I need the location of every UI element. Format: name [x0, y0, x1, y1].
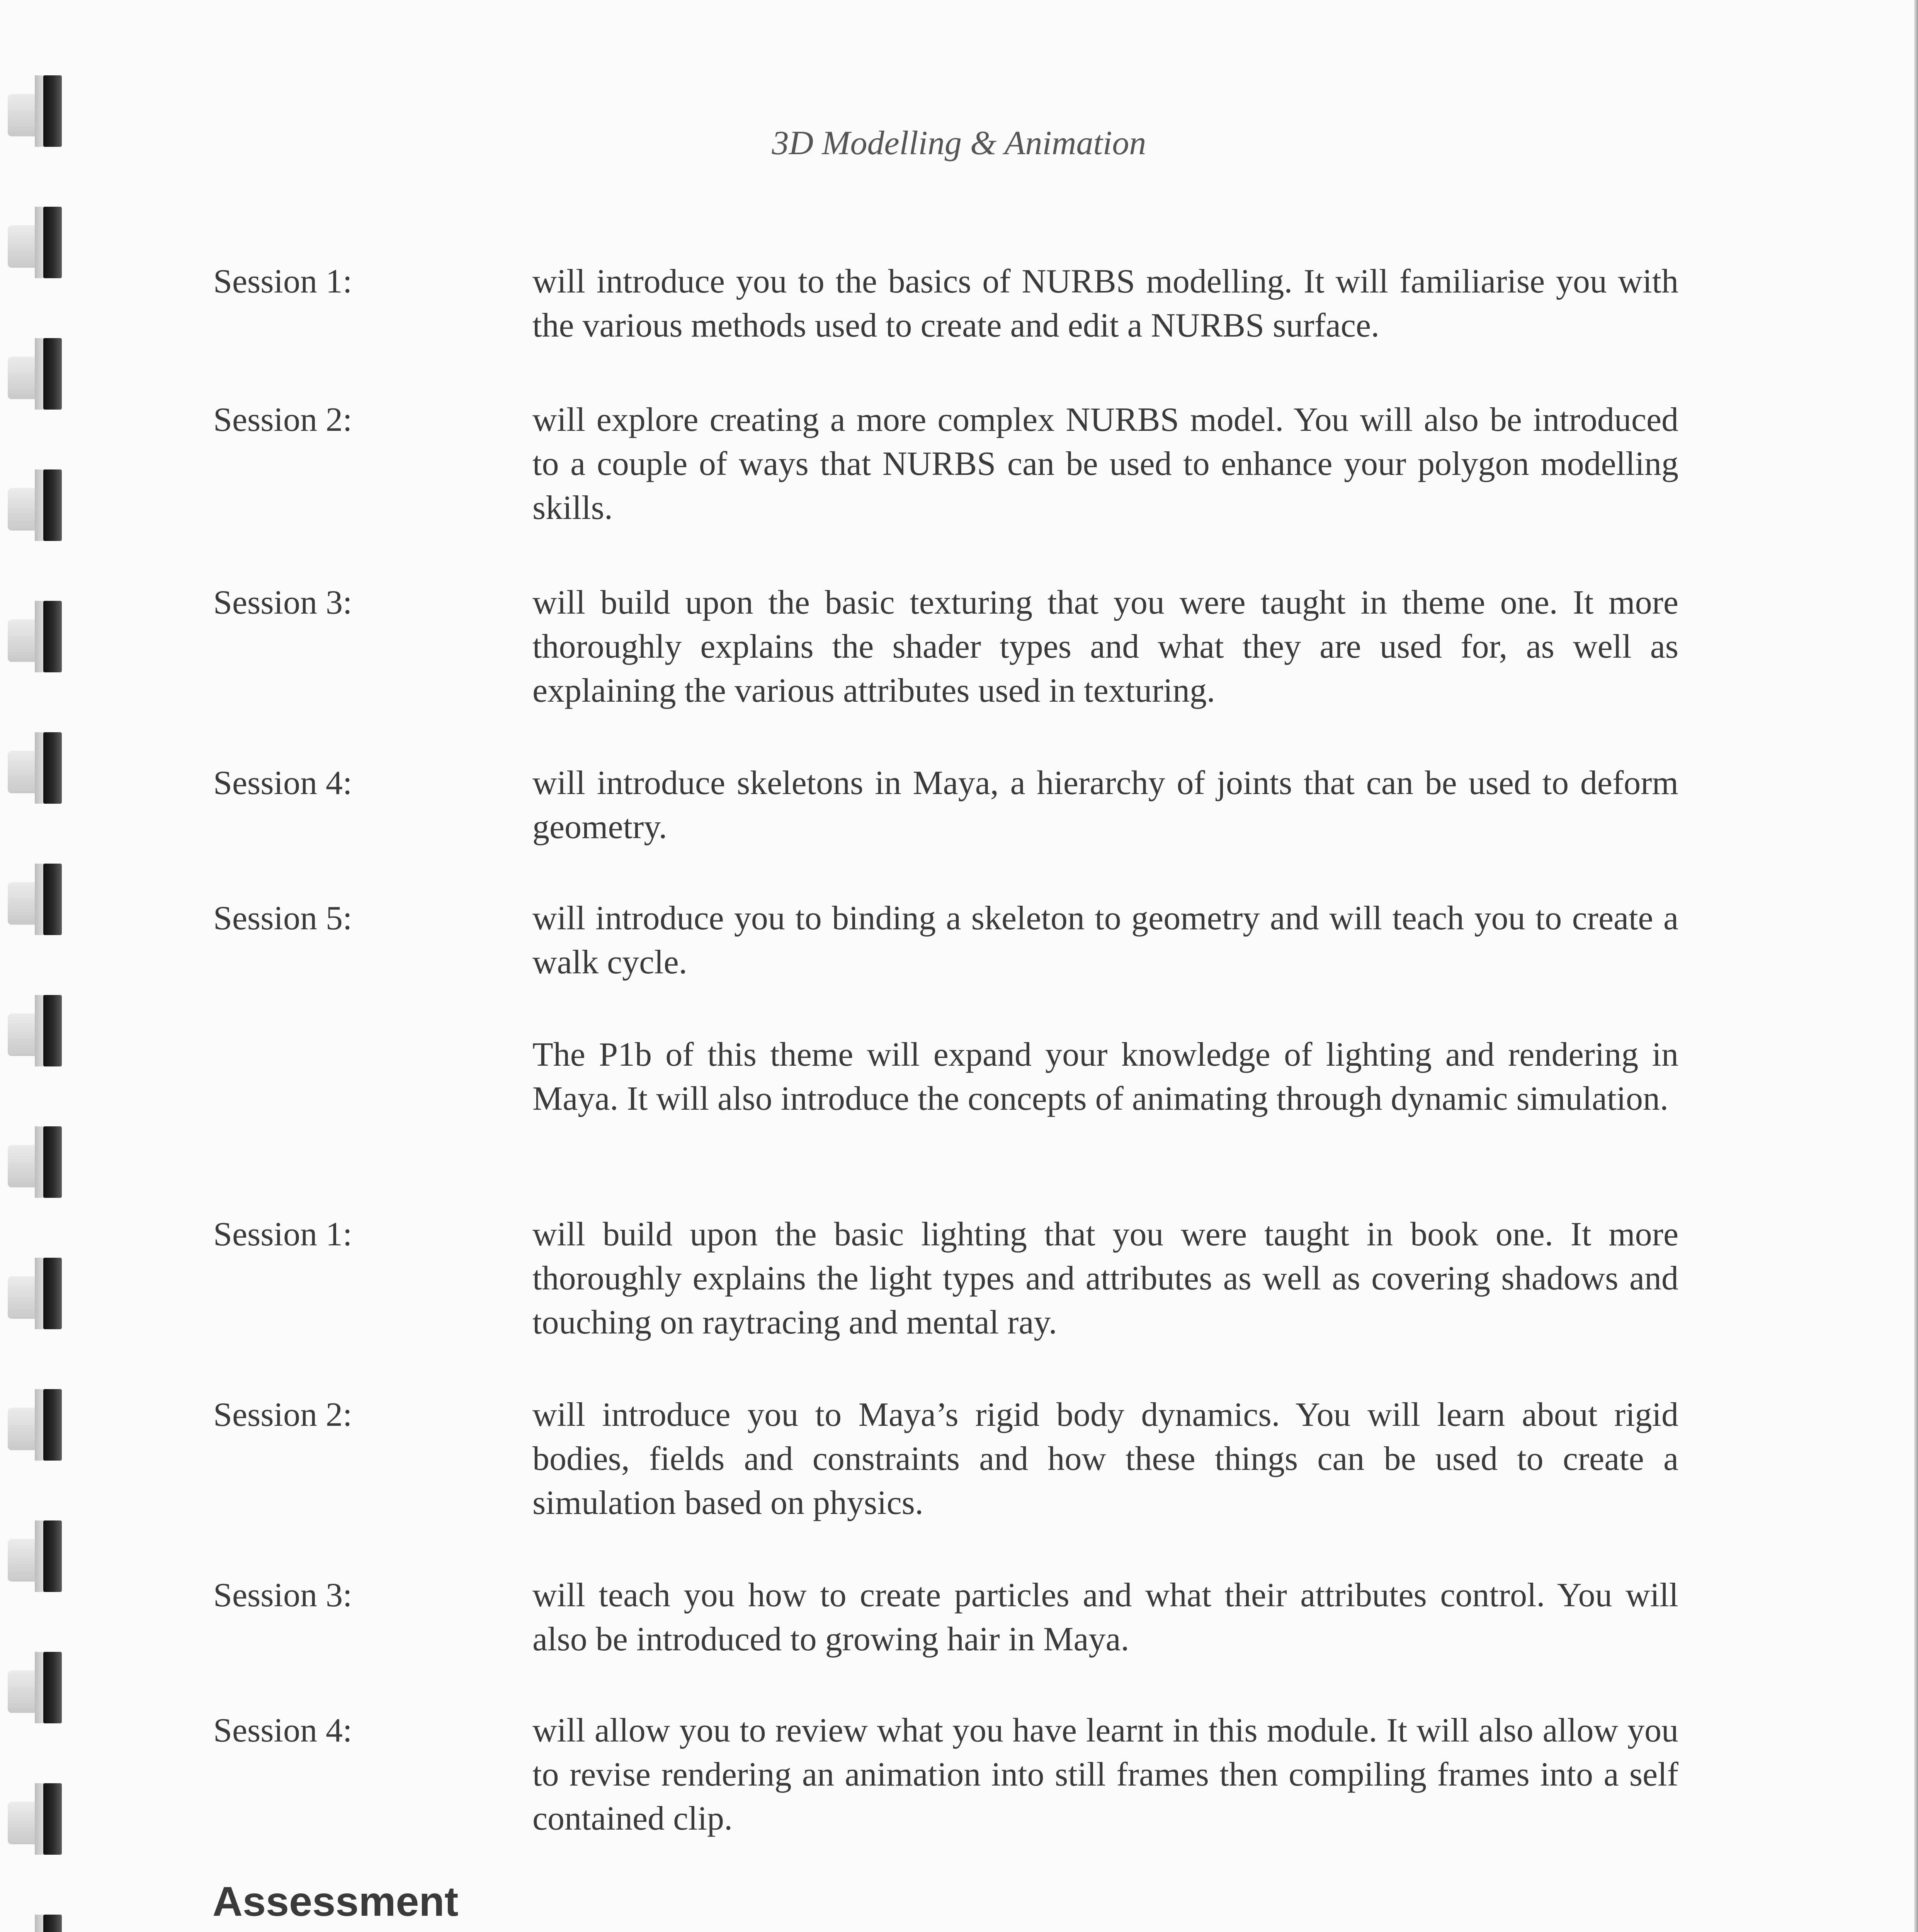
- p1b-intro-text: The P1b of this theme will expand your knowledge of lighting and rendering in Maya. It will also introduce the concepts of animating through dynamic simulation.: [532, 1036, 1678, 1117]
- binding-coil: [8, 1126, 62, 1198]
- binding-coil: [8, 1783, 62, 1855]
- session-description: will allow you to review what you have learnt in this module. It will also allow you to revise rendering an animation into still frames then compiling frames into a self contained clip.: [532, 1712, 1678, 1837]
- binding-coil: [8, 1258, 62, 1329]
- session-description: will teach you how to create particles and what their attributes control. You will also be introduced to growing hair in Maya.: [532, 1577, 1678, 1658]
- running-header: 3D Modelling & Animation: [772, 124, 1146, 162]
- binding-coil: [8, 864, 62, 935]
- session-description: will introduce you to Maya’s rigid body dynamics. You will learn about rigid bodies, fields and constraints and how these things can be used to create a simulation based on physics.: [532, 1396, 1678, 1522]
- assessment-heading: Assessment: [213, 1878, 459, 1925]
- session-label: Session 1:: [213, 263, 352, 300]
- session-label: Session 1:: [213, 1216, 352, 1253]
- session-label: Session 4:: [213, 1712, 352, 1749]
- session-description: will explore creating a more complex NURBS model. You will also be introduced to a couple of ways that NURBS can be used to enhance your polygon modelling skills.: [532, 401, 1678, 527]
- session-description: will introduce you to binding a skeleton to geometry and will teach you to create a walk cycle.: [532, 900, 1678, 981]
- binding-coil: [8, 1915, 62, 1932]
- binding-coil: [8, 1652, 62, 1723]
- session-description: will build upon the basic lighting that you were taught in book one. It more thoroughly explains the light types and attributes as well as covering shadows and touching on raytracing and mental ray.: [532, 1216, 1678, 1341]
- page-edge-shadow: [1914, 0, 1918, 1932]
- session-description: will introduce you to the basics of NURBS modelling. It will familiarise you with the various methods used to create and edit a NURBS surface.: [532, 263, 1678, 344]
- binding-coil: [8, 1520, 62, 1592]
- session-label: Session 2:: [213, 401, 352, 439]
- binding-coil: [8, 732, 62, 804]
- session-label: Session 5:: [213, 900, 352, 937]
- binding-coil: [8, 1389, 62, 1461]
- session-description: will introduce skeletons in Maya, a hierarchy of joints that can be used to deform geometry.: [532, 764, 1678, 846]
- spiral-binding: [0, 0, 66, 1932]
- session-label: Session 2:: [213, 1396, 352, 1434]
- session-label: Session 3:: [213, 1577, 352, 1614]
- binding-coil: [8, 338, 62, 410]
- binding-coil: [8, 995, 62, 1066]
- binding-coil: [8, 601, 62, 672]
- binding-coil: [8, 207, 62, 278]
- session-label: Session 3:: [213, 584, 352, 621]
- session-label: Session 4:: [213, 764, 352, 802]
- session-description: will build upon the basic texturing that you were taught in theme one. It more thoroughly explains the shader types and what they are used for, as well as explaining the various attributes used in texturing.: [532, 584, 1678, 709]
- binding-coil: [8, 469, 62, 541]
